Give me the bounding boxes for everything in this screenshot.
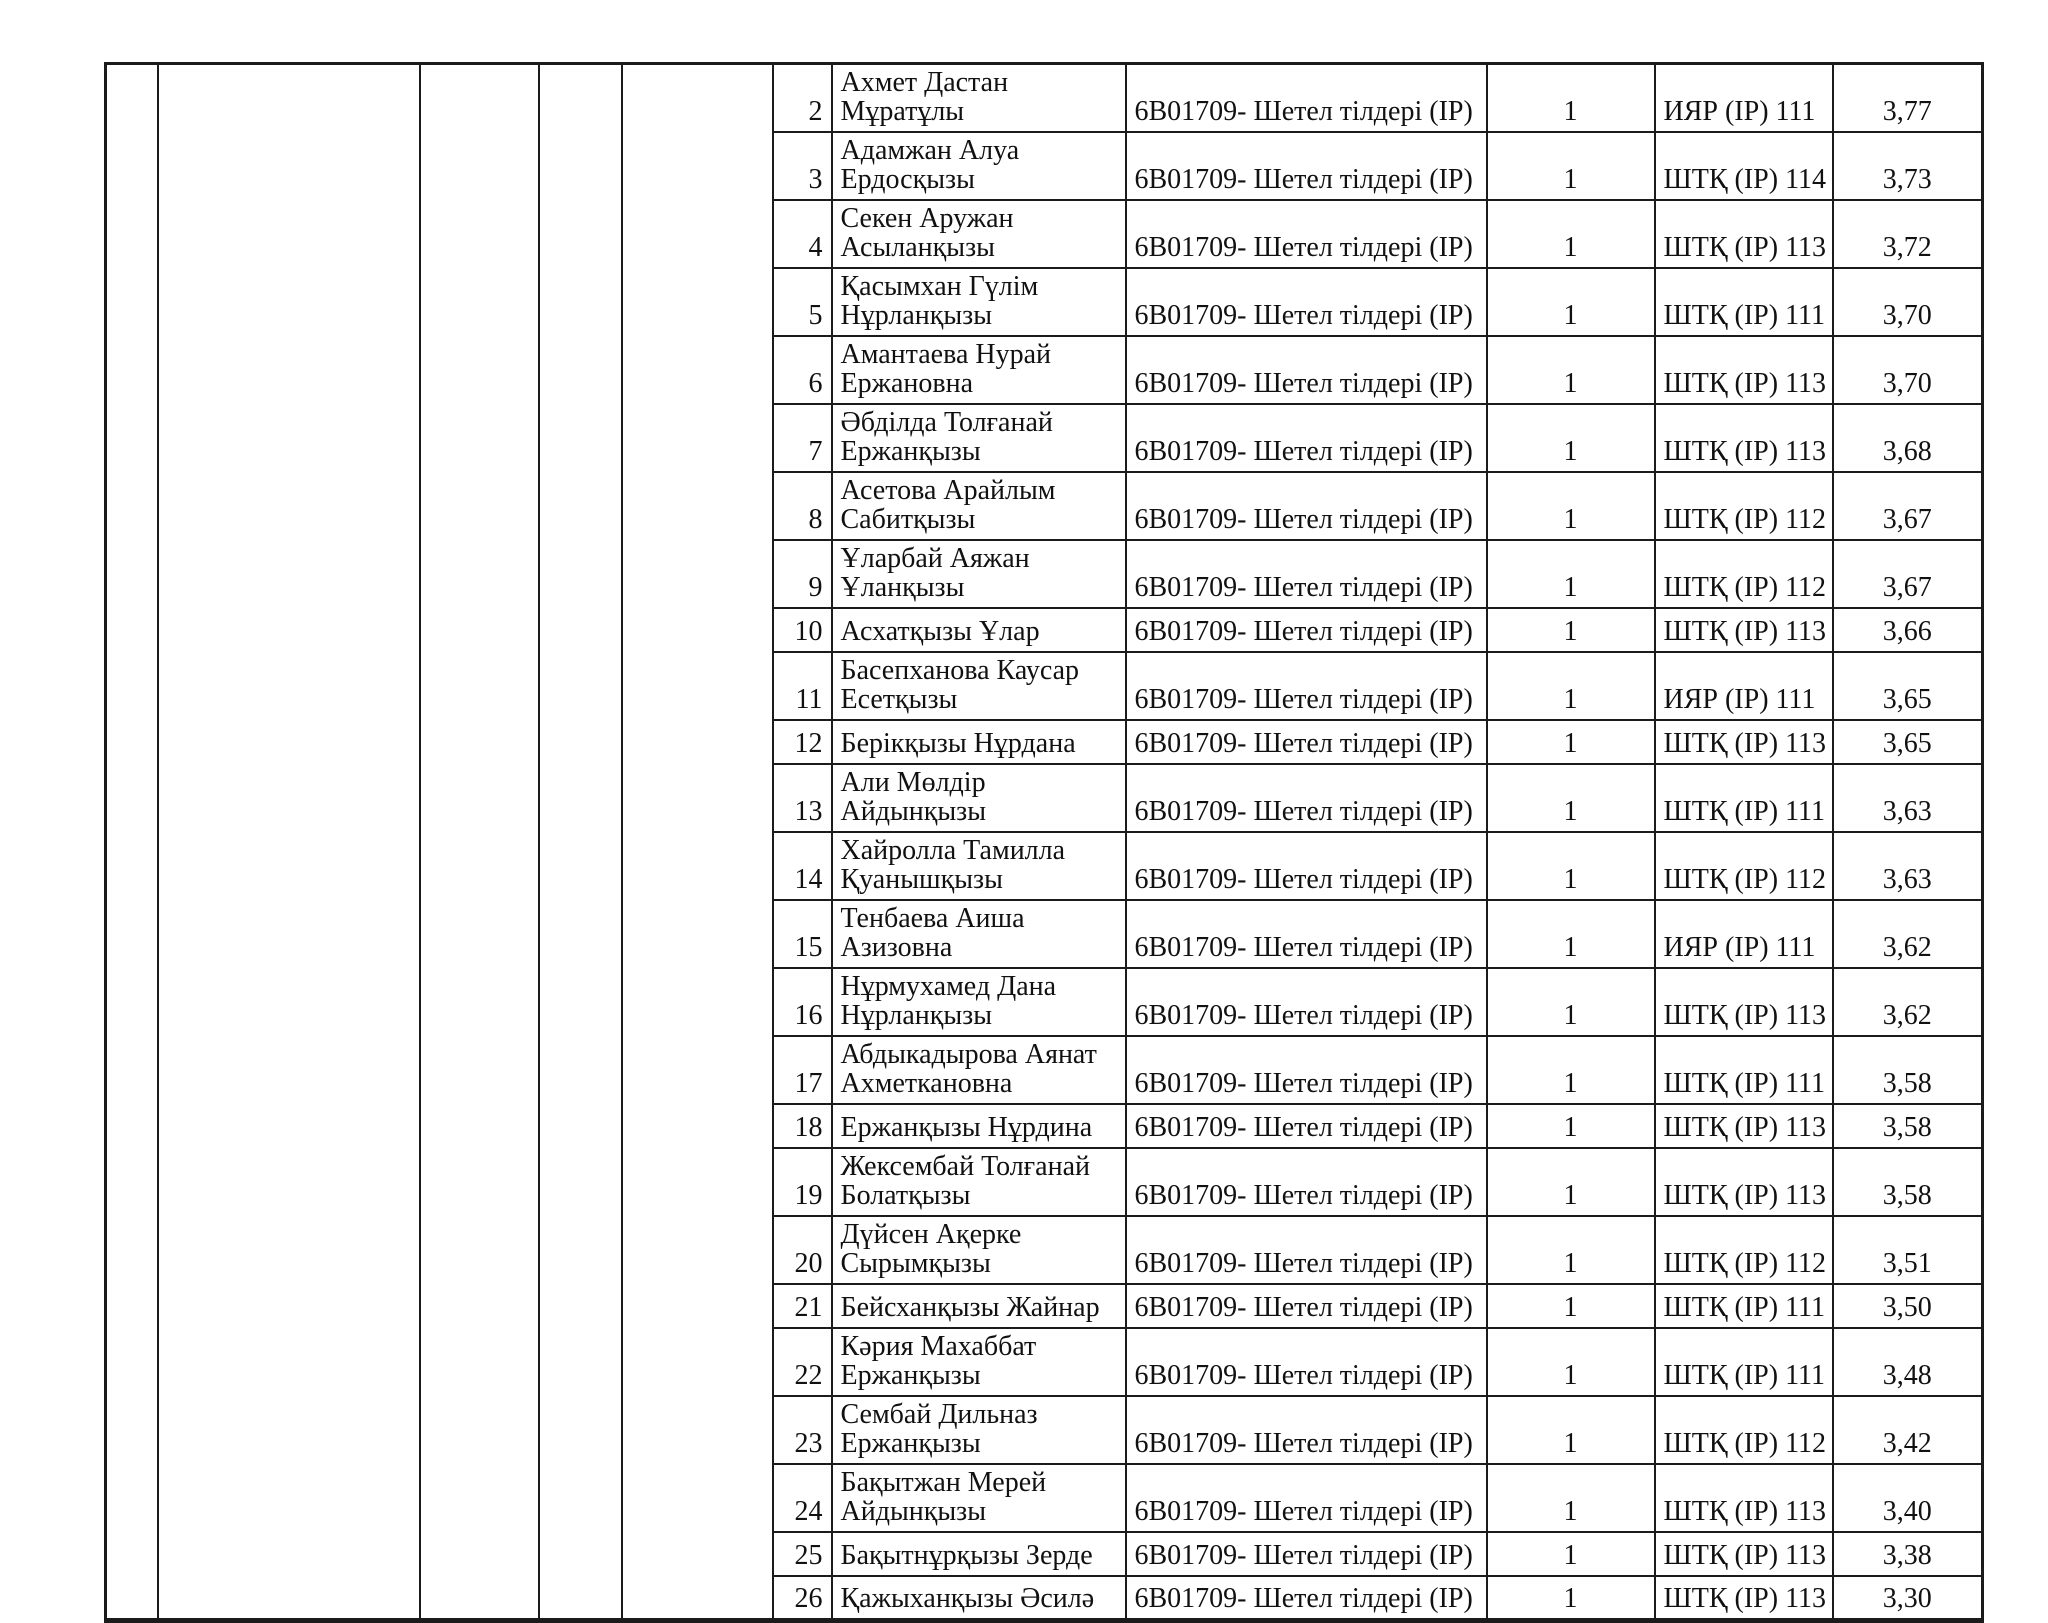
row-number-cell: 18	[773, 1104, 832, 1148]
student-name-line: Хайролла Тамилла	[840, 835, 1066, 866]
count-cell: 1	[1487, 900, 1655, 968]
program-cell: 6В01709- Шетел тілдері (IP)	[1126, 652, 1487, 720]
student-name-line: Берікқызы Нұрдана	[840, 728, 1076, 759]
gpa-cell: 3,63	[1833, 832, 1983, 900]
student-name-cell	[832, 472, 1126, 540]
group-cell: ИЯР (IP) 111	[1655, 652, 1833, 720]
count-cell: 1	[1487, 64, 1655, 133]
row-number-cell: 8	[773, 472, 832, 540]
student-name-line: Ұланқызы	[840, 572, 965, 603]
group-cell: ШТҚ (IP) 111	[1655, 268, 1833, 336]
group-cell: ШТҚ (IP) 113	[1655, 336, 1833, 404]
student-name-cell	[832, 608, 1126, 652]
program-cell: 6В01709- Шетел тілдері (IP)	[1126, 1216, 1487, 1284]
student-name-cell	[832, 1576, 1126, 1620]
gpa-cell: 3,62	[1833, 968, 1983, 1036]
row-number-cell: 15	[773, 900, 832, 968]
group-cell: ИЯР (IP) 111	[1655, 64, 1833, 133]
program-cell: 6В01709- Шетел тілдері (IP)	[1126, 1036, 1487, 1104]
row-number-cell: 25	[773, 1532, 832, 1576]
student-name-line: Ердосқызы	[840, 164, 975, 195]
student-name-line: Қасымхан Гүлім	[840, 271, 1039, 302]
group-cell: ШТҚ (IP) 113	[1655, 1464, 1833, 1532]
row-number-cell: 11	[773, 652, 832, 720]
empty-column-4	[539, 64, 622, 1621]
student-name-cell	[832, 764, 1126, 832]
student-name-cell	[832, 1148, 1126, 1216]
program-cell: 6В01709- Шетел тілдері (IP)	[1126, 968, 1487, 1036]
row-number-cell: 5	[773, 268, 832, 336]
row-number-cell: 2	[773, 64, 832, 133]
student-name-cell	[832, 132, 1126, 200]
student-name-line: Бейсханқызы Жайнар	[840, 1292, 1100, 1323]
student-name-cell	[832, 968, 1126, 1036]
gpa-cell: 3,68	[1833, 404, 1983, 472]
gpa-cell: 3,67	[1833, 472, 1983, 540]
student-name-cell	[832, 1328, 1126, 1396]
count-cell: 1	[1487, 1328, 1655, 1396]
student-name-cell	[832, 1104, 1126, 1148]
student-name-line: Асетова Арайлым	[840, 475, 1056, 506]
gpa-cell: 3,73	[1833, 132, 1983, 200]
group-cell: ШТҚ (IP) 111	[1655, 1036, 1833, 1104]
student-name-line: Ержанқызы	[840, 1428, 981, 1459]
row-number-cell: 20	[773, 1216, 832, 1284]
student-name-line: Ахмет Дастан Мұратұлы	[840, 67, 1009, 127]
program-cell: 6В01709- Шетел тілдері (IP)	[1126, 832, 1487, 900]
program-cell: 6В01709- Шетел тілдері (IP)	[1126, 764, 1487, 832]
group-cell: ШТҚ (IP) 112	[1655, 1396, 1833, 1464]
table-row	[106, 64, 1983, 133]
row-number-cell: 14	[773, 832, 832, 900]
student-name-line: Абдыкадырова Аянат	[840, 1039, 1097, 1070]
student-name-line: Ержановна	[840, 368, 973, 399]
group-cell: ШТҚ (IP) 112	[1655, 1216, 1833, 1284]
empty-column-1	[106, 64, 158, 1621]
row-number-cell: 9	[773, 540, 832, 608]
group-cell: ШТҚ (IP) 113	[1655, 404, 1833, 472]
student-name-line: Жексембай Толғанай	[840, 1151, 1090, 1182]
gpa-cell: 3,30	[1833, 1576, 1983, 1620]
count-cell: 1	[1487, 336, 1655, 404]
group-cell: ШТҚ (IP) 113	[1655, 200, 1833, 268]
student-name-line: Секен Аружан	[840, 203, 1014, 234]
program-cell: 6В01709- Шетел тілдері (IP)	[1126, 900, 1487, 968]
gpa-cell: 3,48	[1833, 1328, 1983, 1396]
program-cell: 6В01709- Шетел тілдері (IP)	[1126, 540, 1487, 608]
gpa-cell: 3,38	[1833, 1532, 1983, 1576]
row-number-cell: 24	[773, 1464, 832, 1532]
row-number-cell: 12	[773, 720, 832, 764]
student-name-cell	[832, 1464, 1126, 1532]
student-name-line: Ержанқызы	[840, 436, 981, 467]
count-cell: 1	[1487, 720, 1655, 764]
count-cell: 1	[1487, 404, 1655, 472]
row-number-cell: 13	[773, 764, 832, 832]
count-cell: 1	[1487, 268, 1655, 336]
student-name-line: Нұрланқызы	[840, 300, 993, 331]
empty-column-2	[158, 64, 420, 1621]
student-name-line: Қажыханқызы Әсилә	[840, 1582, 1095, 1614]
gpa-cell: 3,63	[1833, 764, 1983, 832]
program-cell: 6В01709- Шетел тілдері (IP)	[1126, 404, 1487, 472]
count-cell: 1	[1487, 132, 1655, 200]
group-cell: ШТҚ (IP) 113	[1655, 968, 1833, 1036]
student-name-line: Ахметкановна	[840, 1068, 1013, 1099]
count-cell: 1	[1487, 1396, 1655, 1464]
row-number-cell: 26	[773, 1576, 832, 1620]
count-cell: 1	[1487, 1532, 1655, 1576]
count-cell: 1	[1487, 1464, 1655, 1532]
program-cell: 6В01709- Шетел тілдері (IP)	[1126, 1328, 1487, 1396]
group-cell: ШТҚ (IP) 113	[1655, 1148, 1833, 1216]
gpa-cell: 3,58	[1833, 1036, 1983, 1104]
student-name-line: Айдынқызы	[840, 1496, 987, 1527]
student-name-line: Бақытжан Мерей	[840, 1467, 1047, 1498]
program-cell: 6В01709- Шетел тілдері (IP)	[1126, 1396, 1487, 1464]
program-cell: 6В01709- Шетел тілдері (IP)	[1126, 720, 1487, 764]
row-number-cell: 6	[773, 336, 832, 404]
count-cell: 1	[1487, 1148, 1655, 1216]
group-cell: ШТҚ (IP) 112	[1655, 540, 1833, 608]
group-cell: ШТҚ (IP) 111	[1655, 1328, 1833, 1396]
program-cell: 6В01709- Шетел тілдері (IP)	[1126, 200, 1487, 268]
program-cell: 6В01709- Шетел тілдері (IP)	[1126, 336, 1487, 404]
student-name-cell	[832, 64, 1126, 133]
student-name-line: Нұрмухамед Дана	[840, 971, 1057, 1002]
student-name-cell	[832, 1284, 1126, 1328]
student-name-line: Азизовна	[840, 932, 953, 963]
row-number-cell: 10	[773, 608, 832, 652]
count-cell: 1	[1487, 200, 1655, 268]
student-name-line: Сырымқызы	[840, 1248, 991, 1279]
gpa-cell: 3,58	[1833, 1104, 1983, 1148]
program-cell: 6В01709- Шетел тілдері (IP)	[1126, 1148, 1487, 1216]
count-cell: 1	[1487, 472, 1655, 540]
gpa-cell: 3,66	[1833, 608, 1983, 652]
student-name-cell	[832, 720, 1126, 764]
program-cell: 6В01709- Шетел тілдері (IP)	[1126, 1284, 1487, 1328]
gpa-cell: 3,58	[1833, 1148, 1983, 1216]
student-name-line: Асхатқызы Ұлар	[840, 616, 1040, 647]
gpa-cell: 3,70	[1833, 268, 1983, 336]
student-name-line: Қуанышқызы	[840, 864, 1003, 895]
student-name-cell	[832, 900, 1126, 968]
student-name-cell	[832, 404, 1126, 472]
group-cell: ШТҚ (IP) 112	[1655, 832, 1833, 900]
student-name-cell	[832, 1216, 1126, 1284]
count-cell: 1	[1487, 968, 1655, 1036]
program-cell: 6В01709- Шетел тілдері (IP)	[1126, 1532, 1487, 1576]
program-cell: 6В01709- Шетел тілдері (IP)	[1126, 64, 1487, 133]
count-cell: 1	[1487, 1036, 1655, 1104]
program-cell: 6В01709- Шетел тілдері (IP)	[1126, 268, 1487, 336]
row-number-cell: 4	[773, 200, 832, 268]
empty-column-5	[622, 64, 773, 1621]
row-number-cell: 23	[773, 1396, 832, 1464]
empty-column-3	[420, 64, 539, 1621]
student-name-line: Ержанқызы	[840, 1360, 981, 1391]
group-cell: ШТҚ (IP) 111	[1655, 1284, 1833, 1328]
student-name-line: Амантаева Нурай	[840, 339, 1052, 370]
program-cell: 6В01709- Шетел тілдері (IP)	[1126, 132, 1487, 200]
group-cell: ШТҚ (IP) 113	[1655, 720, 1833, 764]
student-name-cell	[832, 652, 1126, 720]
row-number-cell: 19	[773, 1148, 832, 1216]
gpa-cell: 3,70	[1833, 336, 1983, 404]
count-cell: 1	[1487, 832, 1655, 900]
row-number-cell: 21	[773, 1284, 832, 1328]
row-number-cell: 16	[773, 968, 832, 1036]
student-name-line: Кәрия Махаббат	[840, 1331, 1037, 1362]
student-name-cell	[832, 540, 1126, 608]
gpa-cell: 3,51	[1833, 1216, 1983, 1284]
student-name-line: Бақытнұрқызы Зерде	[840, 1540, 1093, 1571]
student-name-cell	[832, 200, 1126, 268]
student-name-line: Асыланқызы	[840, 232, 995, 263]
gpa-cell: 3,50	[1833, 1284, 1983, 1328]
student-name-line: Есетқызы	[840, 684, 958, 715]
group-cell: ШТҚ (IP) 114	[1655, 132, 1833, 200]
gpa-cell: 3,72	[1833, 200, 1983, 268]
group-cell: ШТҚ (IP) 113	[1655, 1576, 1833, 1620]
student-name-line: Али Мөлдір Айдынқызы	[840, 767, 987, 827]
group-cell: ИЯР (IP) 111	[1655, 900, 1833, 968]
student-name-line: Сембай Дильназ	[840, 1399, 1038, 1430]
row-number-cell: 3	[773, 132, 832, 200]
student-name-cell	[832, 832, 1126, 900]
student-name-line: Болатқызы	[840, 1180, 971, 1211]
gpa-cell: 3,65	[1833, 720, 1983, 764]
student-name-cell	[832, 1036, 1126, 1104]
student-name-line: Сабитқызы	[840, 504, 976, 535]
group-cell: ШТҚ (IP) 113	[1655, 1104, 1833, 1148]
count-cell: 1	[1487, 652, 1655, 720]
row-number-cell: 17	[773, 1036, 832, 1104]
count-cell: 1	[1487, 540, 1655, 608]
program-cell: 6В01709- Шетел тілдері (IP)	[1126, 472, 1487, 540]
student-name-line: Нұрланқызы	[840, 1000, 993, 1031]
gpa-cell: 3,77	[1833, 64, 1983, 133]
student-name-line: Тенбаева Аиша	[840, 903, 1025, 934]
student-name-line: Ұларбай Аяжан	[840, 543, 1030, 574]
group-cell: ШТҚ (IP) 111	[1655, 764, 1833, 832]
count-cell: 1	[1487, 1284, 1655, 1328]
student-name-cell	[832, 336, 1126, 404]
gpa-cell: 3,40	[1833, 1464, 1983, 1532]
gpa-cell: 3,62	[1833, 900, 1983, 968]
ranking-table-body	[106, 64, 1983, 1621]
student-name-line: Басепханова Каусар	[840, 655, 1080, 686]
gpa-cell: 3,42	[1833, 1396, 1983, 1464]
student-name-cell	[832, 268, 1126, 336]
program-cell: 6В01709- Шетел тілдері (IP)	[1126, 1576, 1487, 1620]
student-name-cell	[832, 1532, 1126, 1576]
student-name-line: Дүйсен Ақерке	[840, 1219, 1022, 1250]
student-name-cell	[832, 1396, 1126, 1464]
gpa-cell: 3,67	[1833, 540, 1983, 608]
program-cell: 6В01709- Шетел тілдері (IP)	[1126, 1464, 1487, 1532]
student-name-line: Ержанқызы Нұрдина	[840, 1112, 1093, 1143]
group-cell: ШТҚ (IP) 113	[1655, 608, 1833, 652]
student-name-line: Адамжан Алуа	[840, 135, 1020, 166]
group-cell: ШТҚ (IP) 113	[1655, 1532, 1833, 1576]
count-cell: 1	[1487, 1576, 1655, 1620]
count-cell: 1	[1487, 608, 1655, 652]
group-cell: ШТҚ (IP) 112	[1655, 472, 1833, 540]
program-cell: 6В01709- Шетел тілдері (IP)	[1126, 608, 1487, 652]
row-number-cell: 22	[773, 1328, 832, 1396]
count-cell: 1	[1487, 1216, 1655, 1284]
gpa-cell: 3,65	[1833, 652, 1983, 720]
program-cell: 6В01709- Шетел тілдері (IP)	[1126, 1104, 1487, 1148]
student-name-line: Әбділда Толғанай	[840, 407, 1053, 438]
count-cell: 1	[1487, 764, 1655, 832]
row-number-cell: 7	[773, 404, 832, 472]
ranking-table	[104, 62, 1984, 1623]
count-cell: 1	[1487, 1104, 1655, 1148]
